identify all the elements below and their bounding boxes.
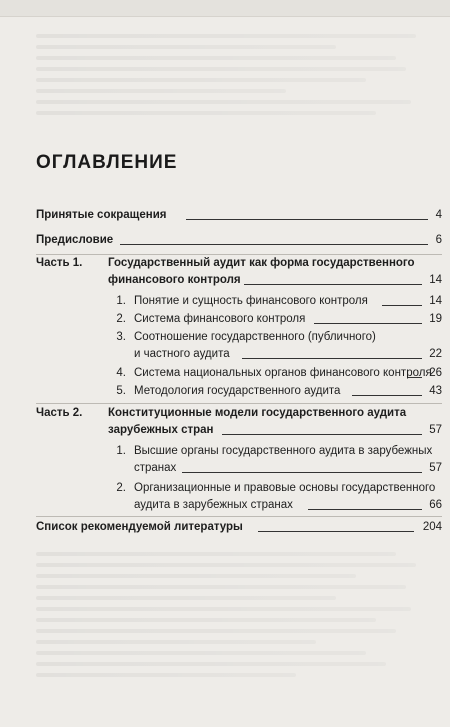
toc-page-number: 14 <box>429 274 442 286</box>
toc-page-number: 66 <box>429 499 442 511</box>
section-number: 1. <box>116 445 126 457</box>
section-number: 4. <box>116 367 126 379</box>
leader-line <box>308 509 422 510</box>
show-through-text-top <box>0 34 450 122</box>
show-through-text-bottom <box>0 552 450 684</box>
toc-page-number: 4 <box>435 209 442 221</box>
toc-page-number: 26 <box>429 367 442 379</box>
section-number: 1. <box>116 295 126 307</box>
leader-line <box>352 395 422 396</box>
section-divider <box>36 403 442 404</box>
toc-entry-2-2[interactable] <box>36 481 442 515</box>
leader-line <box>408 377 422 378</box>
toc-entry-label-line2: и частного аудита <box>134 348 230 360</box>
toc-entry-part-1[interactable] <box>36 256 442 290</box>
leader-line <box>186 219 428 220</box>
toc-entry-label: Система финансового контроля <box>134 313 306 325</box>
toc-entry-part-2[interactable] <box>36 406 442 440</box>
toc-page-number: 6 <box>435 234 442 246</box>
leader-line <box>242 358 422 359</box>
toc-title: ОГЛАВЛЕНИЕ <box>36 152 178 173</box>
toc-page-number: 22 <box>429 348 442 360</box>
toc-entry-label-line1: Организационные и правовые основы государственного <box>134 482 436 494</box>
toc-page-number: 43 <box>429 385 442 397</box>
toc-page-number: 14 <box>429 295 442 307</box>
toc-entry-label-line1: Конституционные модели государственного аудита <box>108 407 407 419</box>
toc-entry-label: Список рекомендуемой литературы <box>36 521 243 533</box>
toc-entry-2-1[interactable] <box>36 444 442 478</box>
leader-line <box>182 472 422 473</box>
toc-entry-label: Понятие и сущность финансового контроля <box>134 295 368 307</box>
part-number: Часть 1. <box>36 257 83 269</box>
toc-page-number: 57 <box>429 462 442 474</box>
page-header-strip <box>0 0 450 17</box>
section-number: 5. <box>116 385 126 397</box>
toc-page-number: 19 <box>429 313 442 325</box>
toc-entry-label: Методология государственного аудита <box>134 385 341 397</box>
toc-entry-label: Предисловие <box>36 234 114 246</box>
toc-entry-label: Система национальных органов финансового контроля <box>134 367 432 379</box>
toc-entry-label-line2: странах <box>134 462 177 474</box>
section-number: 2. <box>116 313 126 325</box>
section-divider <box>36 254 442 255</box>
section-divider <box>36 516 442 517</box>
toc-entry-label-line2: финансового контроля <box>108 274 241 286</box>
toc-entry-label: Принятые сокращения <box>36 209 167 221</box>
section-number: 2. <box>116 482 126 494</box>
toc-entry-1-3[interactable] <box>36 330 442 364</box>
toc-page-number: 204 <box>422 521 442 533</box>
part-number: Часть 2. <box>36 407 83 419</box>
leader-line <box>382 305 422 306</box>
leader-line <box>222 434 422 435</box>
leader-line <box>314 323 422 324</box>
leader-line <box>244 284 422 285</box>
toc-entry-label-line2: зарубежных стран <box>108 424 214 436</box>
toc-entry-label-line2: аудита в зарубежных странах <box>134 499 293 511</box>
toc-entry-label-line1: Высшие органы государственного аудита в зарубежных <box>134 445 433 457</box>
toc-page-number: 57 <box>429 424 442 436</box>
leader-line <box>258 531 414 532</box>
toc-entry-label-line1: Соотношение государственного (публичного) <box>134 331 376 343</box>
leader-line <box>120 244 428 245</box>
toc-entry-label-line1: Государственный аудит как форма государственного <box>108 257 415 269</box>
section-number: 3. <box>116 331 126 343</box>
